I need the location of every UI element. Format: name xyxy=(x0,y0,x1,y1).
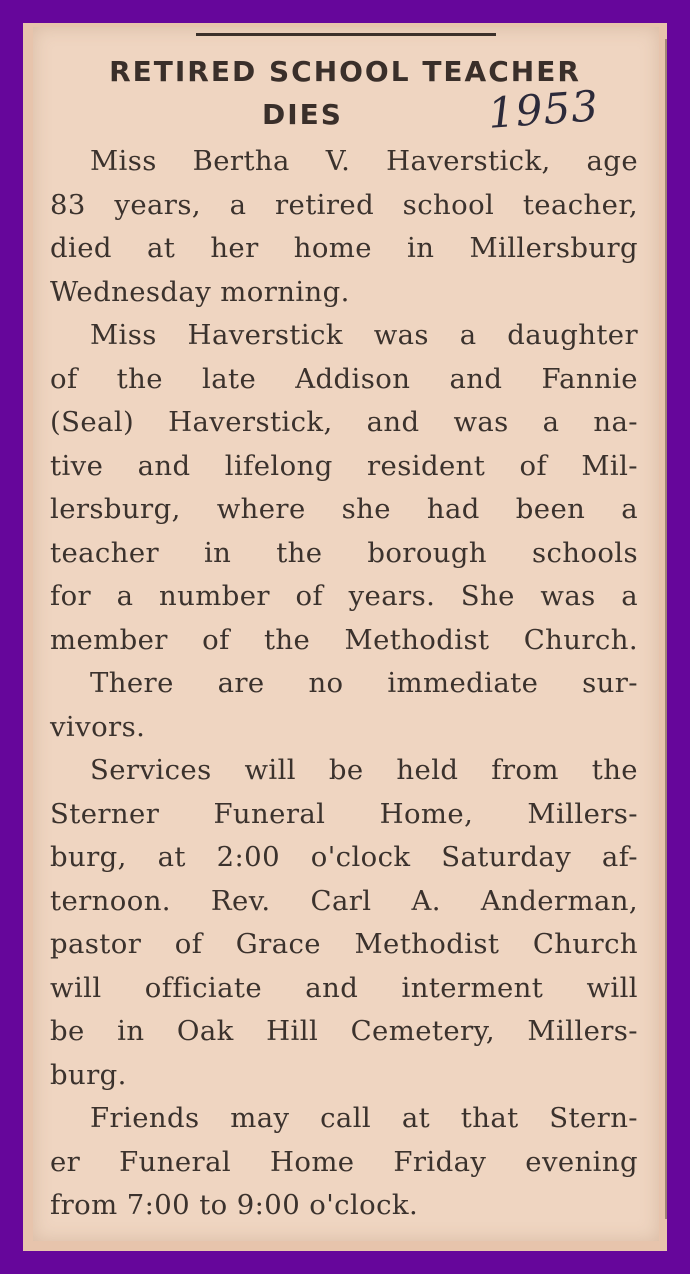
handwritten-year: 1953 xyxy=(486,81,601,138)
article-line: 83 years, a retired school teacher, xyxy=(50,188,638,221)
article-line: pastor of Grace Methodist Church xyxy=(50,928,638,960)
article-line: ternoon. Rev. Carl A. Anderman, xyxy=(50,884,638,917)
article-line: Miss Bertha V. Haverstick, age xyxy=(90,145,638,177)
article-line: will officiate and interment will xyxy=(50,971,638,1004)
article-line: for a number of years. She was a xyxy=(50,580,638,612)
article-line: Wednesday morning. xyxy=(50,275,350,308)
article-line: Miss Haverstick was a daughter xyxy=(90,319,638,351)
article-line: of the late Addison and Fannie xyxy=(50,362,638,395)
headline-line-1: RETIRED SCHOOL TEACHER xyxy=(109,55,581,88)
article-line: There are no immediate sur- xyxy=(90,667,638,699)
article-line: burg, at 2:00 o'clock Saturday af- xyxy=(50,841,638,873)
article-line: teacher in the borough schools xyxy=(50,536,638,569)
clipping-edge xyxy=(665,39,667,1219)
article-line: tive and lifelong resident of Mil- xyxy=(50,449,638,482)
purple-photo-frame xyxy=(23,23,667,1251)
article-line: be in Oak Hill Cemetery, Millers- xyxy=(50,1015,638,1047)
article-line: (Seal) Haverstick, and was a na- xyxy=(50,406,638,438)
article-line: Sterner Funeral Home, Millers- xyxy=(50,797,638,830)
article-body xyxy=(50,140,638,1228)
headline-line-2: DIES xyxy=(262,98,343,131)
article-line: died at her home in Millersburg xyxy=(50,232,638,264)
article-line: Friends may call at that Stern- xyxy=(90,1102,638,1134)
article-line: Services will be held from the xyxy=(90,754,638,786)
article-line: burg. xyxy=(50,1058,127,1091)
article-line: from 7:00 to 9:00 o'clock. xyxy=(50,1189,419,1221)
article-line: lersburg, where she had been a xyxy=(50,493,638,525)
column-rule xyxy=(196,33,496,36)
article-line: er Funeral Home Friday evening xyxy=(50,1145,638,1178)
article-line: vivors. xyxy=(50,710,146,743)
article-line: member of the Methodist Church. xyxy=(50,623,638,656)
